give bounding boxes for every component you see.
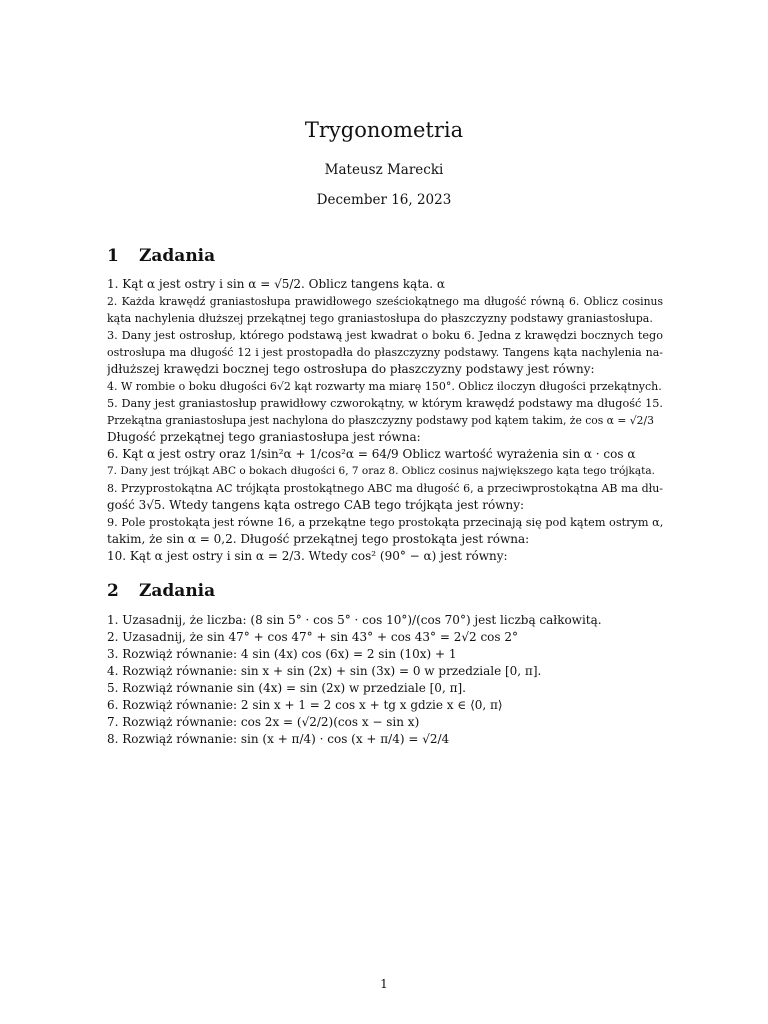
exercise-line: 5. Dany jest graniastosłup prawidłowy czworokątny, w którym krawędź podstawy ma długość 15. bbox=[107, 397, 663, 410]
exercise-line: 9. Pole prostokąta jest równe 16, a przekątne tego prostokąta przecinają się pod kątem ostrym α, bbox=[107, 516, 663, 529]
exercise-line: 1. Kąt α jest ostry i sin α = √5/2. Oblicz tangens kąta. α bbox=[107, 277, 446, 291]
exercise-line: 1. Uzasadnij, że liczba: (8 sin 5° · cos 5° · cos 10°)/(cos 70°) jest liczbą całkowitą. bbox=[107, 613, 602, 627]
exercise-line: 3. Dany jest ostrosłup, którego podstawą jest kwadrat o boku 6. Jedna z krawędzi bocznych tego bbox=[107, 329, 663, 342]
exercise-line: Przekątna graniastosłupa jest nachylona do płaszczyzny podstawy pod kątem takim, że cos α = √2/3 bbox=[107, 414, 654, 427]
exercise-line: jdłuższej krawędzi bocznej tego ostrosłupa do płaszczyzny podstawy jest równy: bbox=[107, 362, 595, 376]
section-2-exercises bbox=[107, 612, 663, 748]
exercise-line: 4. W rombie o boku długości 6√2 kąt rozwarty ma miarę 150°. Oblicz iloczyn długości przekątnych. bbox=[107, 380, 662, 393]
section-number: 1 bbox=[107, 246, 119, 266]
document-author: Mateusz Marecki bbox=[324, 162, 444, 178]
exercise-line: 2. Uzasadnij, że sin 47° + cos 47° + sin 43° + cos 43° = 2√2 cos 2° bbox=[107, 630, 519, 644]
exercise-line: gość 3√5. Wtedy tangens kąta ostrego CAB tego trójkąta jest równy: bbox=[107, 498, 525, 512]
section-2-heading bbox=[107, 581, 215, 601]
exercise-line: 8. Rozwiąż równanie: sin (x + π/4) · cos (x + π/4) = √2/4 bbox=[107, 732, 450, 746]
section-title: Zadania bbox=[139, 581, 216, 601]
section-1-exercises bbox=[107, 276, 663, 565]
page-number: 1 bbox=[380, 977, 388, 991]
exercise-line: 10. Kąt α jest ostry i sin α = 2/3. Wtedy cos² (90° − α) jest równy: bbox=[107, 549, 508, 563]
exercise-line: ostrosłupa ma długość 12 i jest prostopadła do płaszczyzny podstawy. Tangens kąta nachylenia na- bbox=[107, 346, 663, 359]
document-date: December 16, 2023 bbox=[316, 192, 452, 208]
section-number: 2 bbox=[107, 581, 119, 601]
exercise-line: 7. Rozwiąż równanie: cos 2x = (√2/2)(cos x − sin x) bbox=[107, 715, 420, 729]
exercise-line: takim, że sin α = 0,2. Długość przekątnej tego prostokąta jest równa: bbox=[107, 532, 530, 546]
exercise-line: 6. Rozwiąż równanie: 2 sin x + 1 = 2 cos x + tg x gdzie x ∈ ⟨0, π⟩ bbox=[107, 698, 503, 712]
section-title: Zadania bbox=[139, 246, 216, 266]
exercise-line: 2. Każda krawędź graniastosłupa prawidłowego sześciokątnego ma długość równą 6. Oblicz cosinus bbox=[107, 295, 663, 308]
exercise-line: 7. Dany jest trójkąt ABC o bokach długości 6, 7 oraz 8. Oblicz cosinus największego kąta tego trójkąta. bbox=[107, 465, 655, 477]
exercise-line: 8. Przyprostokątna AC trójkąta prostokątnego ABC ma długość 6, a przeciwprostokątna AB ma dłu- bbox=[107, 482, 663, 495]
exercise-line: Długość przekątnej tego graniastosłupa jest równa: bbox=[107, 430, 421, 444]
exercise-line: 5. Rozwiąż równanie sin (4x) = sin (2x) w przedziale [0, π]. bbox=[107, 681, 466, 695]
exercise-line: 4. Rozwiąż równanie: sin x + sin (2x) + sin (3x) = 0 w przedziale [0, π]. bbox=[107, 664, 542, 678]
section-1-heading bbox=[107, 246, 215, 266]
document-title: Trygonometria bbox=[304, 118, 464, 142]
exercise-line: 3. Rozwiąż równanie: 4 sin (4x) cos (6x) = 2 sin (10x) + 1 bbox=[107, 647, 457, 661]
exercise-line: 6. Kąt α jest ostry oraz 1/sin²α + 1/cos²α = 64/9 Oblicz wartość wyrażenia sin α · cos α bbox=[107, 447, 636, 461]
exercise-line: kąta nachylenia dłuższej przekątnej tego graniastosłupa do płaszczyzny podstawy graniastosłupa. bbox=[107, 312, 653, 325]
